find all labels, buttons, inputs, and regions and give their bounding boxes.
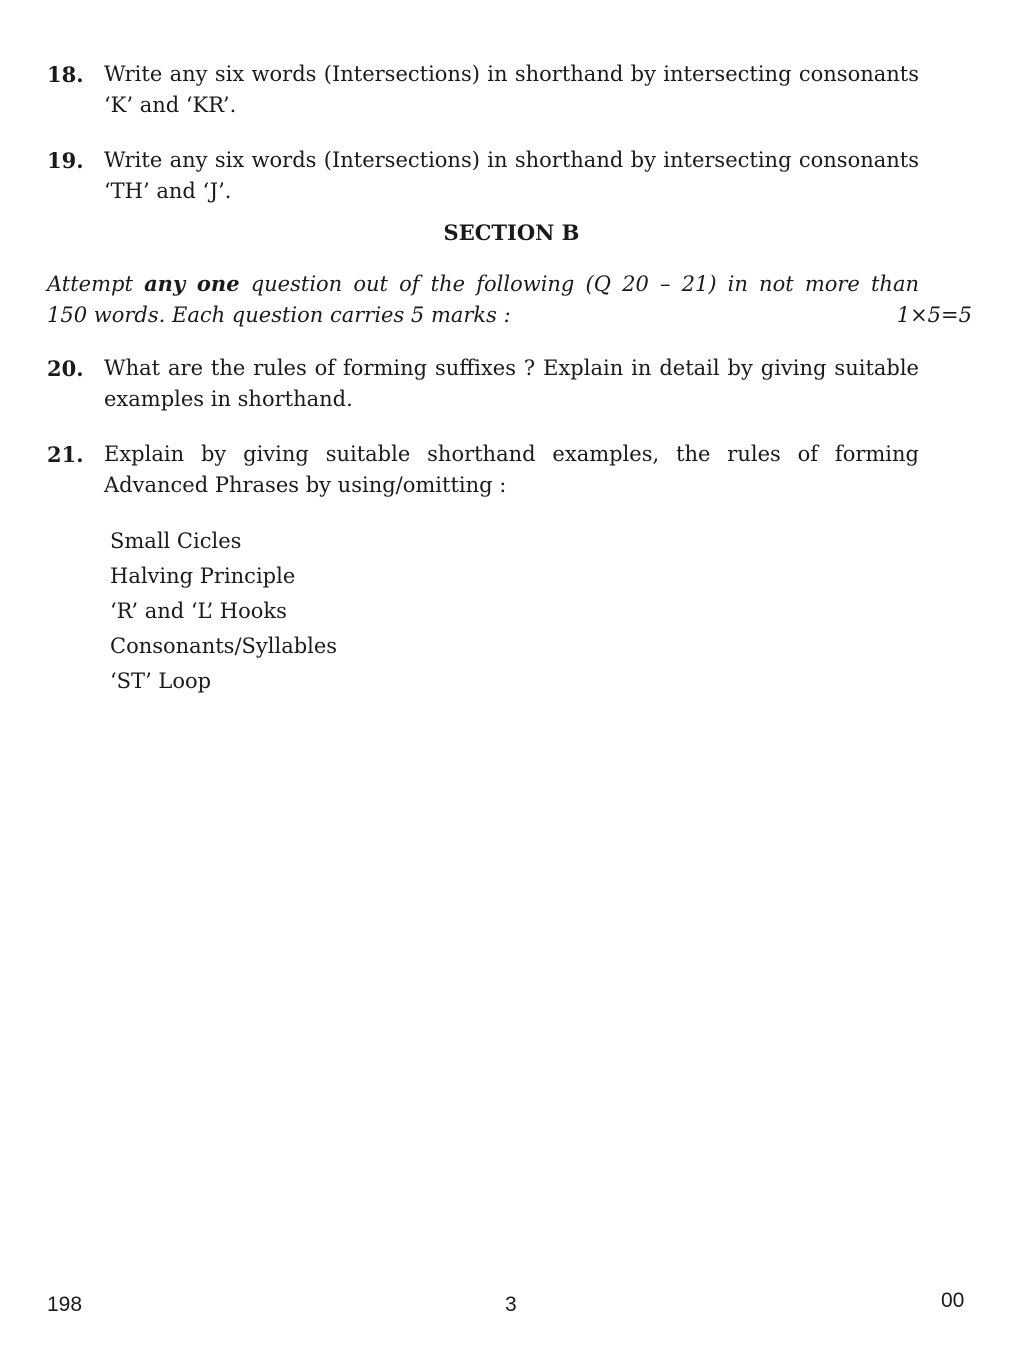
instructions-text-part2: question out of the following (Q 20 – 21) in not more than bbox=[239, 272, 920, 296]
question-19 bbox=[47, 145, 919, 207]
footer-page-number: 3 bbox=[505, 1293, 517, 1316]
question-text: Write any six words (Intersections) in shorthand by intersecting consonants ‘K’ and ‘KR’. bbox=[104, 62, 919, 117]
list-item: Consonants/Syllables bbox=[110, 634, 338, 658]
marks-allocation: 1×5=5 bbox=[896, 303, 972, 327]
phrase-topics-list bbox=[110, 524, 337, 699]
section-instructions bbox=[47, 268, 972, 331]
list-item: ‘R’ and ‘L’ Hooks bbox=[110, 599, 287, 623]
question-number: 20. bbox=[47, 356, 84, 381]
instructions-line-2 bbox=[47, 300, 972, 331]
list-item: Halving Principle bbox=[110, 564, 296, 588]
instructions-emphasis: any one bbox=[144, 271, 240, 296]
list-item: ‘ST’ Loop bbox=[110, 669, 212, 693]
instructions-line-1 bbox=[47, 268, 919, 300]
question-number: 19. bbox=[47, 148, 84, 173]
footer-paper-code: 198 bbox=[47, 1293, 83, 1316]
list-item: Small Cicles bbox=[110, 529, 242, 553]
question-21 bbox=[47, 439, 919, 501]
question-number: 18. bbox=[47, 62, 84, 87]
question-18 bbox=[47, 59, 919, 121]
question-20 bbox=[47, 353, 919, 415]
question-text: What are the rules of forming suffixes ? Explain in detail by giving suitable examples in shorthand. bbox=[104, 356, 919, 411]
section-heading: SECTION B bbox=[443, 220, 580, 245]
question-text: Explain by giving suitable shorthand examples, the rules of forming Advanced Phrases by using/omitting : bbox=[104, 442, 919, 497]
footer-set-code: 00 bbox=[941, 1289, 965, 1312]
instructions-text-line2: 150 words. Each question carries 5 marks : bbox=[47, 303, 511, 327]
question-number: 21. bbox=[47, 442, 84, 467]
instructions-text-part1: Attempt bbox=[47, 272, 145, 296]
question-text: Write any six words (Intersections) in shorthand by intersecting consonants ‘TH’ and ‘J’. bbox=[104, 148, 919, 203]
